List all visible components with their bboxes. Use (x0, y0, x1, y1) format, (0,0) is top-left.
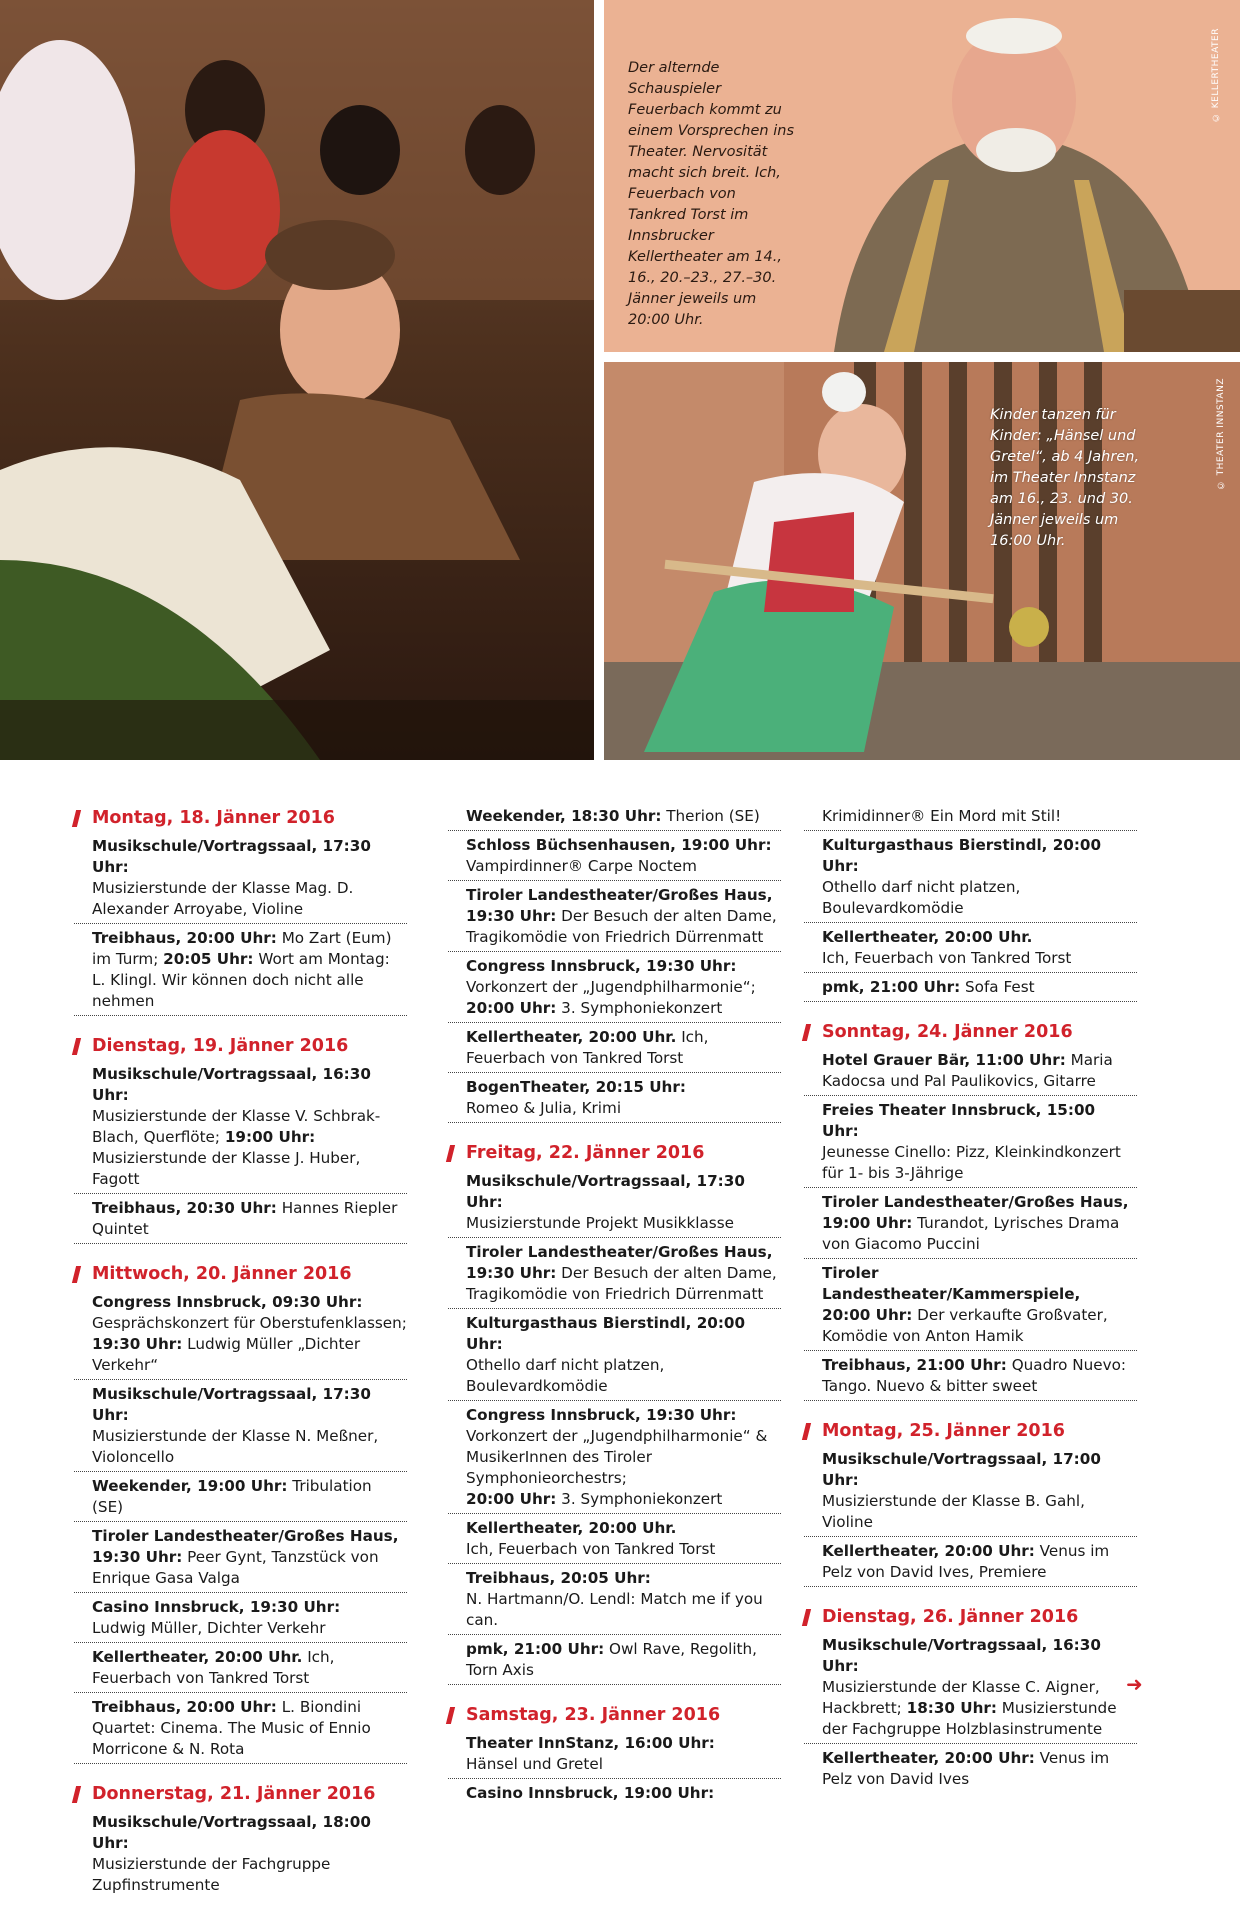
event-title: Quadro Nuevo: Tango. Nuevo & bitter sweet (822, 1356, 1126, 1395)
day-heading: Dienstag, 19. Jänner 2016 (74, 1034, 407, 1058)
event-title: Othello darf nicht platzen, Boulevardkomödie (466, 1356, 665, 1395)
event-venue: Tiroler Landestheater/Großes Haus, (92, 1527, 399, 1545)
day-heading: Montag, 18. Jänner 2016 (74, 806, 407, 830)
calendar-column-3 (804, 806, 1137, 1811)
event-entry (804, 1449, 1137, 1537)
day-block (74, 1782, 407, 1899)
event-title: Vorkonzert der „Jugendphilharmonie“; (466, 978, 756, 996)
event-entry (448, 885, 781, 952)
event-venue: Tiroler Landestheater/Großes Haus, (466, 1243, 773, 1261)
day-block-continued (448, 806, 781, 1123)
event-venue: Freies Theater Innsbruck, 15:00 Uhr: (822, 1101, 1096, 1140)
event-venue: Treibhaus, 20:00 Uhr: (92, 929, 277, 947)
caption-haensel-gretel: Kinder tanzen für Kinder: „Hänsel und Gretel“, ab 4 Jahren, im Theater Innstanz am 16., 23. und 30. Jänner jeweils um 16:00 Uhr. (990, 407, 1140, 549)
event-title: N. Hartmann/O. Lendl: Match me if you can. (466, 1590, 763, 1629)
event-title: Jeunesse Cinello: Pizz, Kleinkindkonzert für 1- bis 3-Jährige (822, 1143, 1121, 1182)
event-venue: Kellertheater, 20:00 Uhr. (466, 1519, 677, 1537)
event-venue: Musikschule/Vortragssaal, 17:00 Uhr: (822, 1450, 1101, 1489)
event-time: 20:00 Uhr: (822, 1306, 913, 1324)
event-entry (448, 1242, 781, 1309)
event-title: Owl Rave, Regolith, Torn Axis (466, 1640, 757, 1679)
event-entry (448, 835, 781, 881)
event-title: Othello darf nicht platzen, Boulevardkomödie (822, 878, 1021, 917)
event-title: Der Besuch der alten Dame, Tragikomödie von Friedrich Dürrenmatt (466, 907, 777, 946)
photo-theater-actress-children (0, 0, 594, 760)
event-time: 19:00 Uhr: (822, 1214, 913, 1232)
day-block (74, 1262, 407, 1764)
day-block (448, 1703, 781, 1807)
event-time: 19:30 Uhr: (92, 1548, 183, 1566)
event-venue: Treibhaus, 20:30 Uhr: (92, 1199, 277, 1217)
event-venue: Musikschule/Vortragssaal, 17:30 Uhr: (466, 1172, 745, 1211)
event-entry (804, 1541, 1137, 1587)
event-venue: Tiroler Landestheater/Kammerspiele, (822, 1264, 1081, 1303)
event-venue: Schloss Büchsenhausen, 19:00 Uhr: (466, 836, 772, 854)
event-time: 18:30 Uhr: (906, 1699, 997, 1717)
event-venue: Treibhaus, 21:00 Uhr: (822, 1356, 1007, 1374)
event-venue: Hotel Grauer Bär, 11:00 Uhr: (822, 1051, 1066, 1069)
event-venue: Weekender, 18:30 Uhr: (466, 807, 662, 825)
event-venue: Kulturgasthaus Bierstindl, 20:00 Uhr: (822, 836, 1102, 875)
event-entry (448, 1639, 781, 1685)
event-entry (74, 836, 407, 924)
event-entry (804, 1635, 1137, 1744)
event-title: Turandot, Lyrisches Drama von Giacomo Puccini (822, 1214, 1120, 1253)
event-title: Venus im Pelz von David Ives (822, 1749, 1110, 1788)
event-entry (804, 1192, 1137, 1259)
event-entry (74, 1384, 407, 1472)
event-venue: pmk, 21:00 Uhr: (822, 978, 961, 996)
calendar-column-2 (448, 806, 781, 1825)
event-venue: Casino Innsbruck, 19:30 Uhr: (92, 1598, 341, 1616)
event-entry (448, 806, 781, 831)
day-heading: Freitag, 22. Jänner 2016 (448, 1141, 781, 1165)
day-block (74, 806, 407, 1016)
event-title: Maria Kadocsa und Pal Paulikovics, Gitarre (822, 1051, 1113, 1090)
event-title: Musizierstunde der Fachgruppe Holzblasinstrumente (822, 1699, 1117, 1738)
event-entry (804, 835, 1137, 923)
event-venue: Treibhaus, 20:05 Uhr: (466, 1569, 651, 1587)
photo-credit-kellertheater: © KELLERTHEATER (1211, 28, 1221, 123)
event-entry (448, 1405, 781, 1514)
event-entry (74, 1476, 407, 1522)
event-title: Musizierstunde Projekt Musikklasse (466, 1214, 734, 1232)
event-entry (74, 1292, 407, 1380)
event-venue: Kellertheater, 20:00 Uhr: (822, 1749, 1035, 1767)
event-entry (804, 1263, 1137, 1351)
event-venue: BogenTheater, 20:15 Uhr: (466, 1078, 686, 1096)
event-title: Vorkonzert der „Jugendphilharmonie“ & MusikerInnen des Tiroler Symphonieorchestrs; (466, 1427, 768, 1487)
event-venue: Tiroler Landestheater/Großes Haus, (466, 886, 773, 904)
day-block (74, 1034, 407, 1244)
event-venue: Musikschule/Vortragssaal, 18:00 Uhr: (92, 1813, 371, 1852)
event-venue: Kellertheater, 20:00 Uhr: (822, 1542, 1035, 1560)
event-title: Ich, Feuerbach von Tankred Torst (822, 949, 1072, 967)
event-title: Ich, Feuerbach von Tankred Torst (466, 1540, 716, 1558)
event-time: 19:00 Uhr: (224, 1128, 316, 1146)
event-title: Ich, Feuerbach von Tankred Torst (92, 1648, 335, 1687)
event-title: Therion (SE) (661, 807, 760, 825)
event-entry (448, 1783, 781, 1807)
event-title: Venus im Pelz von David Ives, Premiere (822, 1542, 1110, 1581)
caption-feuerbach: Der alternde Schauspieler Feuerbach kommt zu einem Vorsprechen ins Theater. Nervosität macht sich breit. Ich, Feuerbach von Tankred Torst im Innsbrucker Kellertheater am 14., 16., 20.–23., 27.–30. Jänner jeweils um 20:00 Uhr. (628, 60, 794, 328)
event-venue: Congress Innsbruck, 19:30 Uhr: (466, 1406, 737, 1424)
event-venue: Musikschule/Vortragssaal, 17:30 Uhr: (92, 1385, 371, 1424)
event-venue: Kellertheater, 20:00 Uhr. (822, 928, 1033, 946)
event-venue: Tiroler Landestheater/Großes Haus, (822, 1193, 1129, 1211)
event-title: Musizierstunde der Klasse B. Gahl, Violine (822, 1492, 1085, 1531)
arrow-right-icon[interactable]: ➜ (1126, 1672, 1143, 1696)
event-entry (448, 1171, 781, 1238)
event-entry (448, 1568, 781, 1635)
event-time: 20:00 Uhr: (466, 1490, 557, 1508)
day-heading: Montag, 25. Jänner 2016 (804, 1419, 1137, 1443)
event-title: Hannes Riepler Quintet (92, 1199, 398, 1238)
day-heading: Mittwoch, 20. Jänner 2016 (74, 1262, 407, 1286)
event-venue: Kellertheater, 20:00 Uhr. (466, 1028, 677, 1046)
event-title: Hänsel und Gretel (466, 1755, 603, 1773)
day-heading: Donnerstag, 21. Jänner 2016 (74, 1782, 407, 1806)
event-title: Ludwig Müller, Dichter Verkehr (92, 1619, 326, 1637)
day-block (804, 1419, 1137, 1587)
event-entry (74, 1647, 407, 1693)
day-block (804, 1605, 1137, 1793)
event-entry (74, 928, 407, 1016)
day-block-continued (804, 806, 1137, 1002)
event-time: 19:30 Uhr: (92, 1335, 183, 1353)
event-entry (74, 1198, 407, 1244)
event-title: Der verkaufte Großvater, Komödie von Anton Hamik (822, 1306, 1108, 1345)
event-entry (448, 1077, 781, 1123)
event-venue: Congress Innsbruck, 09:30 Uhr: (92, 1293, 363, 1311)
day-heading: Samstag, 23. Jänner 2016 (448, 1703, 781, 1727)
event-venue: Casino Innsbruck, 19:00 Uhr: (466, 1784, 715, 1802)
event-entry (74, 1064, 407, 1194)
event-time: 19:30 Uhr: (466, 907, 557, 925)
photo-credit-innstanz: © THEATER INNSTANZ (1216, 378, 1226, 490)
event-venue: pmk, 21:00 Uhr: (466, 1640, 605, 1658)
event-time: 20:00 Uhr: (466, 999, 557, 1017)
event-entry (448, 1313, 781, 1401)
event-time: 19:30 Uhr: (466, 1264, 557, 1282)
event-title: Musizierstunde der Klasse N. Meßner, Violoncello (92, 1427, 379, 1466)
event-entry (448, 1518, 781, 1564)
event-entry (804, 977, 1137, 1002)
event-entry (448, 1733, 781, 1779)
event-title: Musizierstunde der Klasse Mag. D. Alexander Arroyabe, Violine (92, 879, 354, 918)
day-heading: Dienstag, 26. Jänner 2016 (804, 1605, 1137, 1629)
event-title: Musizierstunde der Klasse C. Aigner, Hackbrett; (822, 1678, 1100, 1717)
day-heading: Sonntag, 24. Jänner 2016 (804, 1020, 1137, 1044)
event-venue: Kellertheater, 20:00 Uhr. (92, 1648, 303, 1666)
event-title: Ludwig Müller „Dichter Verkehr“ (92, 1335, 361, 1374)
event-title: 3. Symphoniekonzert (556, 999, 723, 1017)
event-entry (448, 956, 781, 1023)
event-entry (448, 1027, 781, 1073)
event-title: Mo Zart (Eum) im Turm; (92, 929, 392, 968)
event-title: Peer Gynt, Tanzstück von Enrique Gasa Valga (92, 1548, 379, 1587)
event-title: L. Biondini Quartet: Cinema. The Music of Ennio Morricone & N. Rota (92, 1698, 371, 1758)
event-time: 20:05 Uhr: (163, 950, 254, 968)
event-title: Vampirdinner® Carpe Noctem (466, 857, 697, 875)
event-venue: Treibhaus, 20:00 Uhr: (92, 1698, 277, 1716)
event-venue: Kulturgasthaus Bierstindl, 20:00 Uhr: (466, 1314, 746, 1353)
event-title: Musizierstunde der Klasse J. Huber, Fagott (92, 1149, 361, 1188)
event-venue: Musikschule/Vortragssaal, 17:30 Uhr: (92, 837, 371, 876)
event-title: Tribulation (SE) (92, 1477, 372, 1516)
event-title: Sofa Fest (960, 978, 1035, 996)
event-venue: Musikschule/Vortragssaal, 16:30 Uhr: (822, 1636, 1101, 1675)
event-entry (74, 1597, 407, 1643)
calendar-column-1 (74, 806, 407, 1917)
event-venue: Theater InnStanz, 16:00 Uhr: (466, 1734, 715, 1752)
event-entry (74, 1526, 407, 1593)
event-title: Musizierstunde der Klasse V. Schbrak-Blach, Querflöte; (92, 1107, 381, 1146)
event-entry (804, 1100, 1137, 1188)
event-venue: Congress Innsbruck, 19:30 Uhr: (466, 957, 737, 975)
event-entry (804, 1050, 1137, 1096)
event-title: Ich, Feuerbach von Tankred Torst (466, 1028, 709, 1067)
event-entry (804, 1748, 1137, 1793)
day-block (448, 1141, 781, 1685)
event-venue: Weekender, 19:00 Uhr: (92, 1477, 288, 1495)
event-entry (804, 1355, 1137, 1401)
event-title: Krimidinner® Ein Mord mit Stil! (822, 807, 1062, 825)
photo-haensel-gretel (604, 362, 1240, 760)
event-title: Der Besuch der alten Dame, Tragikomödie von Friedrich Dürrenmatt (466, 1264, 777, 1303)
event-title: Gesprächskonzert für Oberstufenklassen; (92, 1314, 407, 1332)
event-entry (804, 806, 1137, 831)
day-block (804, 1020, 1137, 1401)
event-title: Romeo & Julia, Krimi (466, 1099, 622, 1117)
event-title: 3. Symphoniekonzert (556, 1490, 723, 1508)
event-entry (804, 927, 1137, 973)
event-venue: Musikschule/Vortragssaal, 16:30 Uhr: (92, 1065, 371, 1104)
event-entry (74, 1812, 407, 1899)
event-title: Wort am Montag: L. Klingl. Wir können doch nicht alle nehmen (92, 950, 390, 1010)
event-title: Musizierstunde der Fachgruppe Zupfinstrumente (92, 1855, 331, 1894)
